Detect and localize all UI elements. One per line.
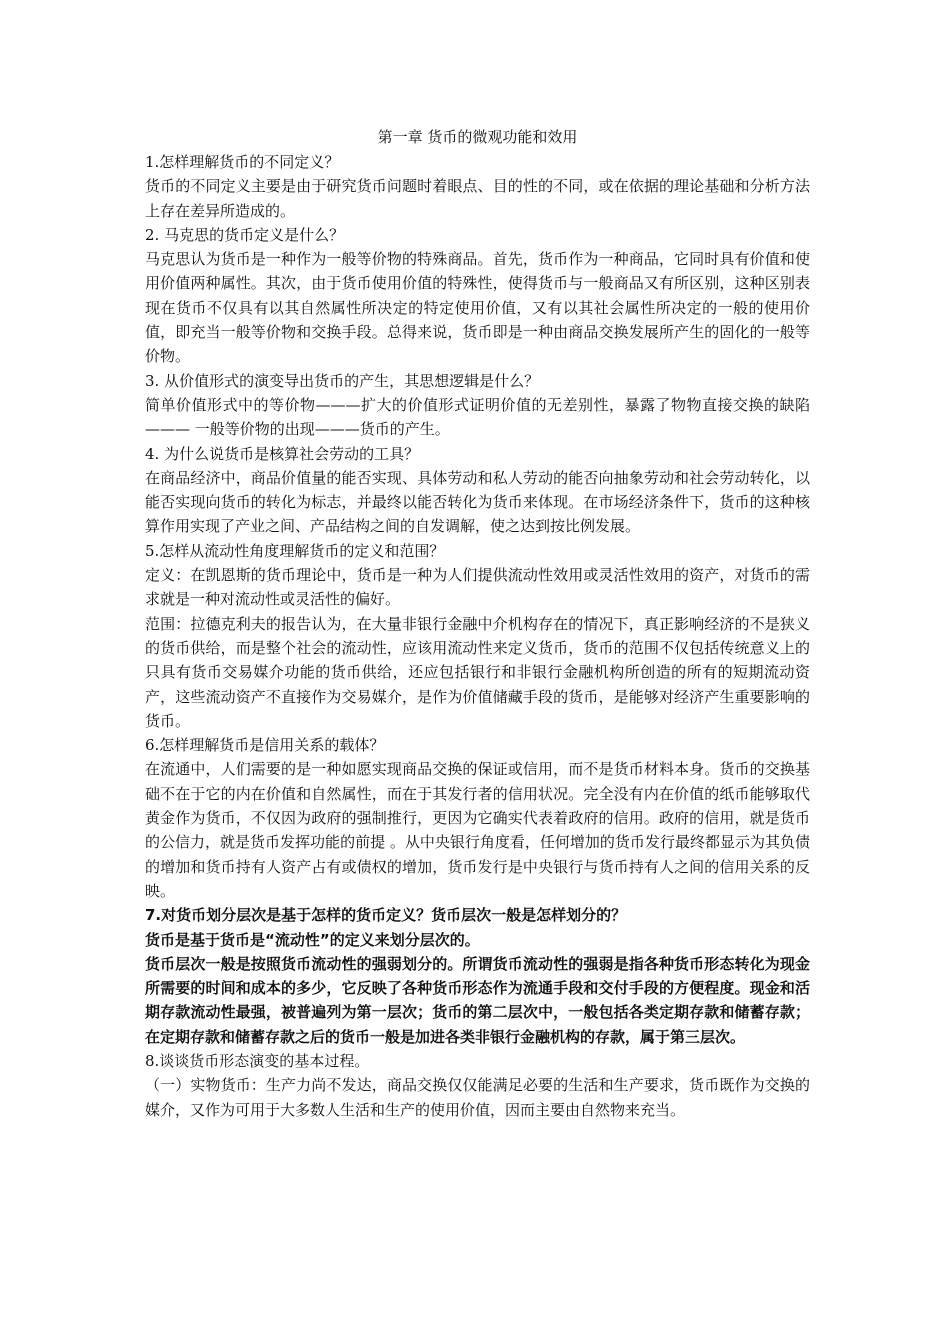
answer-5-scope: 范围：拉德克利夫的报告认为，在大量非银行金融中介机构存在的情况下，真正影响经济的不是狭义的货币供给，而是整个社会的流动性，应该用流动性来定义货币，货币的范围不仅包括传统意义上的只具有货币交易媒介功能的货币供给，还应包括银行和非银行金融机构所创造的所有的短期流动资产，这些流动资产不直接作为交易媒介，是作为价值储藏手段的货币，是能够对经济产生重要影响的货币。 (145, 614, 810, 730)
question-4: 4. 为什么说货币是核算社会劳动的工具？ (145, 444, 420, 463)
answer-6: 在流通中，人们需要的是一种如愿实现商品交换的保证或信用，而不是货币材料本身。货币的交换基础不在于它的内在价值和自然属性，而在于其发行者的信用状况。完全没有内在价值的纸币能够取代黄金作为货币，不仅因为政府的强制推行，更因为它确实代表着政府的信用。政府的信用，就是货币的公信力，就是货币发挥功能的前提 。从中央银行角度看，任何增加的货币发行最终都显示为其负债的增加和货币持有人资产占有或债权的增加，货币发行是中央银行与货币持有人之间的信用关系的反映。 (145, 760, 810, 900)
answer-8: （一）实物货币：生产力尚不发达，商品交换仅仅能满足必要的生活和生产要求，货币既作为交换的媒介，又作为可用于大多数人生活和生产的使用价值，因而主要由自然物来充当。 (145, 1076, 810, 1119)
document-page (145, 124, 810, 1122)
answer-5-definition: 定义：在凯恩斯的货币理论中，货币是一种为人们提供流动性效用或灵活性效用的资产，对货币的需求就是一种对流动性或灵活性的偏好。 (145, 566, 810, 609)
question-7: 7.对货币划分层次是基于怎样的货币定义？货币层次一般是怎样划分的？ (145, 906, 627, 925)
question-2: 2. 马克思的货币定义是什么？ (145, 225, 345, 244)
answer-3: 简单价值形式中的等价物———扩大的价值形式证明价值的无差别性，暴露了物物直接交换的缺陷——— 一般等价物的出现———货币的产生。 (145, 395, 810, 439)
question-3: 3. 从价值形式的演变导出货币的产生，其思想逻辑是什么？ (145, 371, 540, 390)
answer-4: 在商品经济中，商品价值量的能否实现、具体劳动和私人劳动的能否向抽象劳动和社会劳动转化，以能否实现向货币的转化为标志，并最终以能否转化为货币来体现。在市场经济条件下，货币的这种核算作用实现了产业之间、产品结构之间的自发调解，使之达到按比例发展。 (145, 468, 810, 536)
chapter-title: 第一章 货币的微观功能和效用 (377, 128, 578, 146)
question-5: 5.怎样从流动性角度理解货币的定义和范围？ (145, 541, 445, 560)
question-8: 8.谈谈货币形态演变的基本过程。 (145, 1051, 370, 1070)
question-6: 6.怎样理解货币是信用关系的载体？ (145, 736, 385, 755)
answer-2: 马克思认为货币是一种作为一般等价物的特殊商品。首先，货币作为一种商品，它同时具有价值和使用价值两种属性。其次，由于货币使用价值的特殊性，使得货币与一般商品又有所区别，这种区别表现在货币不仅具有以其自然属性所决定的特定使用价值，又有以其社会属性所决定的一般的使用价值，即充当一般等价物和交换手段。总得来说，货币即是一种由商品交换发展所产生的固化的一般等价物。 (145, 250, 810, 366)
answer-1: 货币的不同定义主要是由于研究货币问题时着眼点、目的性的不同，或在依据的理论基础和分析方法上存在差异所造成的。 (145, 177, 810, 220)
question-1: 1.怎样理解货币的不同定义？ (145, 153, 340, 171)
answer-7-basis: 货币是基于货币是“流动性”的定义来划分层次的。 (145, 930, 480, 949)
answer-7-levels: 货币层次一般是按照货币流动性的强弱划分的。所谓货币流动性的强弱是指各种货币形态转化为现金所需要的时间和成本的多少，它反映了各种货币形态作为流通手段和交付手段的方便程度。现金和活期存款流动性最强，被普遍列为第一层次；货币的第二层次中，一般包括各类定期存款和储蓄存款；在定期存款和储蓄存款之后的货币一般是加进各类非银行金融机构的存款，属于第三层次。 (145, 954, 810, 1046)
